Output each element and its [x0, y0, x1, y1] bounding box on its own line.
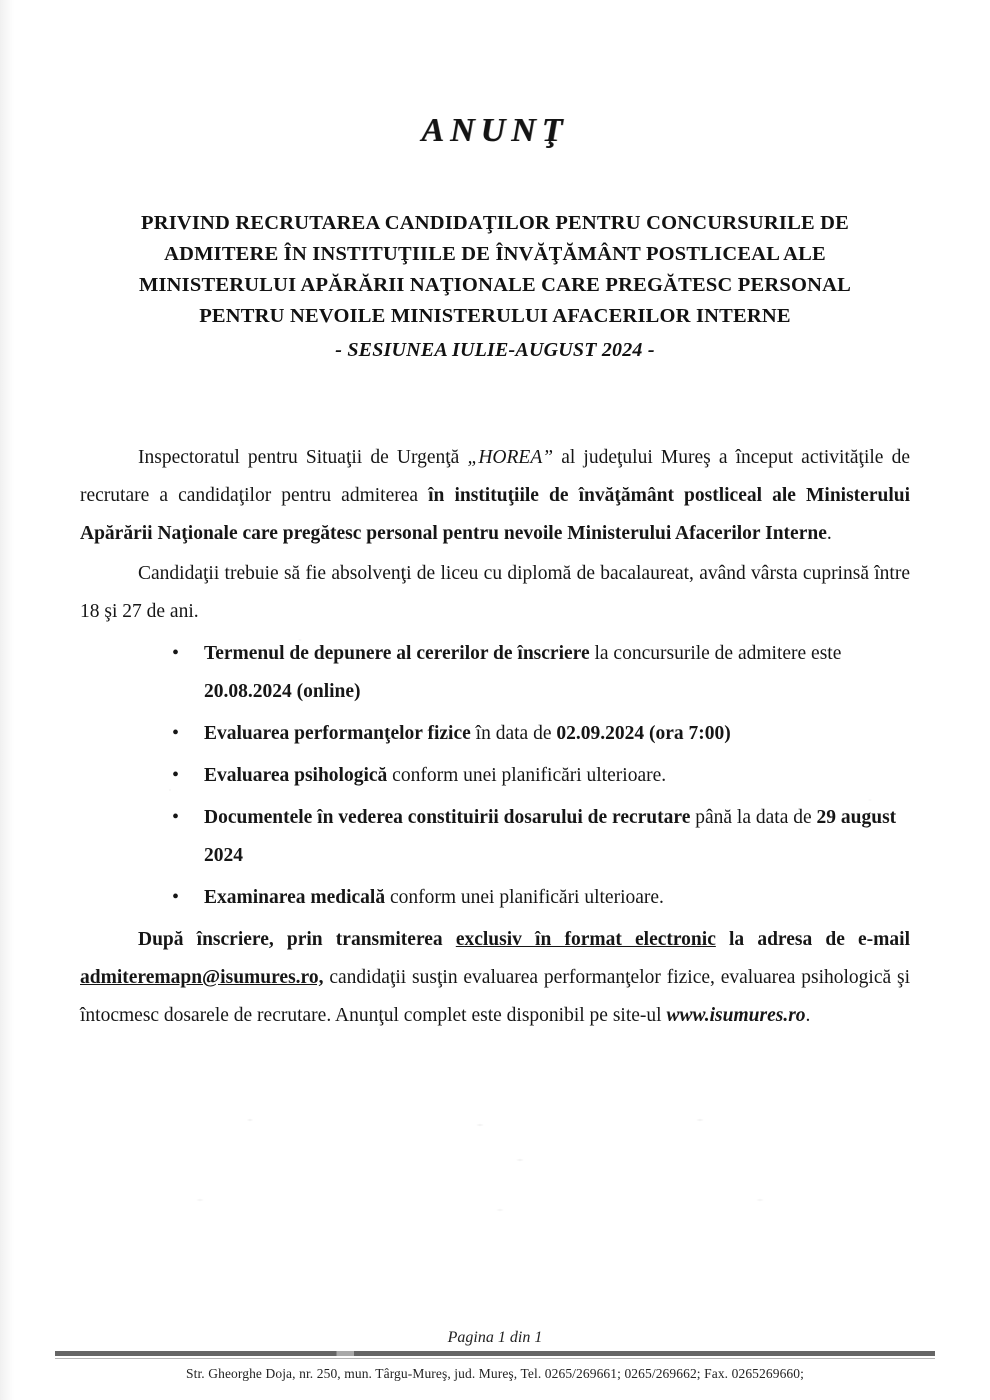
intro-text-1: Inspectoratul pentru Situaţii de Urgenţă [138, 447, 468, 469]
list-item [80, 757, 910, 795]
subtitle-line-4: PENTRU NEVOILE MINISTERULUI AFACERILOR INTERNE [199, 305, 791, 328]
list-item [80, 715, 910, 753]
bullet-2-lead: Evaluarea performanţelor fizice [204, 723, 471, 745]
bullet-4-lead: Documentele în vederea constituirii dosarului de recrutare [204, 807, 691, 829]
organization-name: „HOREA” [467, 447, 554, 469]
bullet-1-lead: Termenul de depunere al cererilor de înscriere [204, 643, 590, 665]
session-label: - SESIUNEA IULIE-AUGUST 2024 - [335, 338, 655, 361]
footer-divider [55, 1351, 935, 1356]
contact-email[interactable]: admiteremapn@isumures.ro, [80, 967, 324, 989]
procedure-tail: candidaţii susţin evaluarea performanţelor fizice, evaluarea psihologică şi întocmesc dosarele de recrutare. Anunţul complet este disponibil pe site-ul [80, 967, 910, 1027]
paragraph-intro [80, 439, 910, 553]
subtitle-line-3: MINISTERULUI APĂRĂRII NAŢIONALE CARE PREGĂTESC PERSONAL [138, 274, 852, 297]
list-item [80, 635, 910, 711]
list-item [80, 879, 910, 917]
bullet-1-tail: 20.08.2024 (online) [204, 681, 361, 703]
bullet-2-tail: 02.09.2024 (ora 7:00) [556, 723, 731, 745]
list-item [80, 799, 910, 875]
subtitle-line-1: PRIVIND RECRUTAREA CANDIDAŢILOR PENTRU CONCURSURILE DE [140, 212, 850, 234]
bullet-5-mid: conform unei planificări ulterioare. [385, 887, 664, 909]
intro-text-3: . [826, 523, 832, 545]
paragraph-procedure [80, 921, 910, 1035]
procedure-mid: la adresa de e-mail [715, 929, 910, 951]
bullet-1-mid: la concursurile de admitere este [589, 643, 842, 665]
bullet-4-tail: 29 august 2024 [204, 807, 897, 867]
document-body [80, 439, 910, 1035]
paragraph-eligibility: Candidaţii trebuie să fie absolvenţi de liceu cu diplomă de bacalaureat, având vârsta cuprinsă între 18 şi 27 de ani. [80, 563, 910, 623]
page-footer [0, 1329, 990, 1382]
intro-text-bold: în instituţiile de învăţământ postliceal ale Ministerului Apărării Naţionale care pregătesc personal pentru nevoile Ministerului Afacerilor Interne [80, 485, 910, 545]
page-edge-shadow [0, 0, 14, 1400]
footer-divider-thin [55, 1358, 935, 1359]
subtitle-line-2: ADMITERE ÎN INSTITUŢIILE DE ÎNVĂŢĂMÂNT POSTLICEAL ALE [164, 243, 826, 266]
bullet-3-mid: conform unei planificări ulterioare. [387, 765, 667, 787]
document-subtitle [85, 208, 905, 365]
page-title: ANUNŢ [421, 112, 569, 149]
bullet-4-mid: până la data de [690, 807, 817, 829]
page-number: Pagina 1 din 1 [447, 1329, 543, 1346]
requirements-list [80, 635, 910, 917]
bullet-3-lead: Evaluarea psihologică [204, 765, 388, 787]
website-link[interactable]: www.isumures.ro [666, 1005, 806, 1027]
procedure-emphasis: exclusiv în format electronic [455, 929, 716, 951]
bullet-5-lead: Examinarea medicală [204, 887, 386, 909]
footer-address: Str. Gheorghe Doja, nr. 250, mun. Târgu-Mureş, jud. Mureş, Tel. 0265/269661; 0265/269662; Fax. 0265269660; [185, 1366, 804, 1381]
intro-text-2: al judeţului Mureş a început activităţile de recrutare a candidaţilor pentru admiterea [80, 447, 910, 507]
procedure-lead: După înscriere, prin transmiterea [138, 929, 456, 951]
procedure-end: . [805, 1005, 811, 1027]
bullet-2-mid: în data de [470, 723, 557, 745]
